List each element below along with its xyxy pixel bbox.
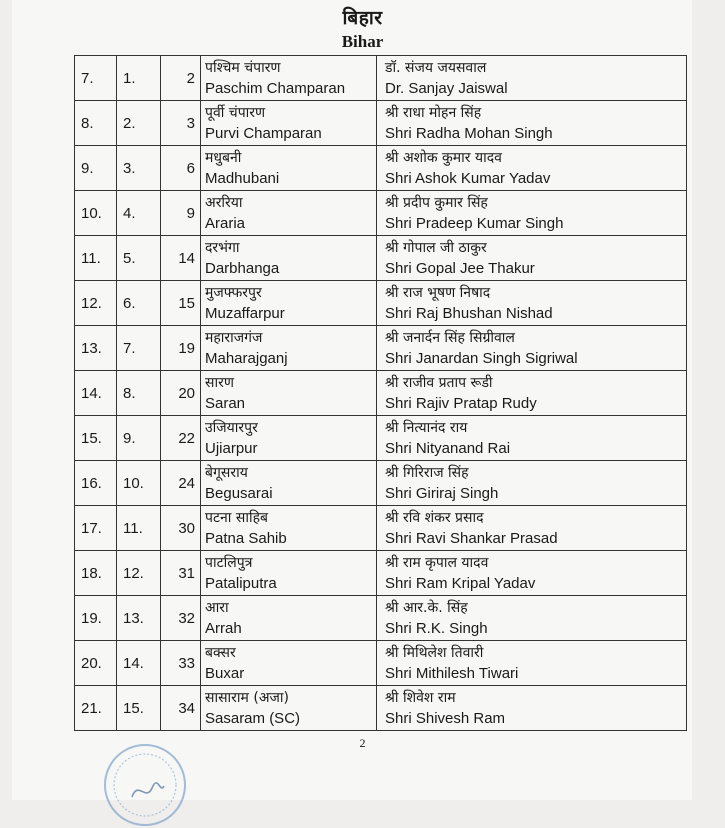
serial-number: 20.	[75, 641, 117, 686]
state-serial-number: 15.	[117, 686, 161, 731]
candidate-cell	[377, 551, 687, 596]
constituency-name-english: Darbhanga	[205, 259, 280, 277]
candidate-cell	[377, 596, 687, 641]
constituency-cell	[201, 101, 377, 146]
candidate-name-english: Shri Ravi Shankar Prasad	[385, 529, 558, 547]
constituency-number: 32	[161, 596, 201, 641]
constituency-cell	[201, 461, 377, 506]
candidate-name-english: Shri Pradeep Kumar Singh	[385, 214, 564, 232]
table-row	[75, 191, 687, 236]
candidate-table	[74, 55, 687, 731]
constituency-number: 15	[161, 281, 201, 326]
candidate-name-hindi: श्री जनार्दन सिंह सिग्रीवाल	[385, 329, 515, 346]
candidate-name-hindi: श्री प्रदीप कुमार सिंह	[385, 194, 488, 211]
serial-number: 16.	[75, 461, 117, 506]
candidate-name-english: Shri Raj Bhushan Nishad	[385, 304, 553, 322]
state-serial-number: 7.	[117, 326, 161, 371]
constituency-number: 24	[161, 461, 201, 506]
serial-number: 11.	[75, 236, 117, 281]
constituency-name-hindi: पटना साहिब	[205, 509, 268, 526]
state-serial-number: 11.	[117, 506, 161, 551]
candidate-name-hindi: श्री राजीव प्रताप रूडी	[385, 374, 493, 391]
constituency-name-hindi: पश्चिम चंपारण	[205, 59, 281, 76]
constituency-name-english: Paschim Champaran	[205, 79, 346, 97]
constituency-cell	[201, 191, 377, 236]
serial-number: 9.	[75, 146, 117, 191]
constituency-number: 3	[161, 101, 201, 146]
constituency-name-hindi: बक्सर	[205, 644, 236, 661]
serial-number: 13.	[75, 326, 117, 371]
serial-number: 17.	[75, 506, 117, 551]
constituency-number: 6	[161, 146, 201, 191]
constituency-cell	[201, 281, 377, 326]
constituency-name-english: Purvi Champaran	[205, 124, 322, 142]
constituency-name-hindi: अररिया	[205, 194, 243, 211]
constituency-name-english: Madhubani	[205, 169, 280, 187]
serial-number: 18.	[75, 551, 117, 596]
table-row	[75, 146, 687, 191]
candidate-name-hindi: श्री राधा मोहन सिंह	[385, 104, 482, 121]
constituency-name-english: Ujiarpur	[205, 439, 258, 457]
candidate-name-hindi: श्री नित्यानंद राय	[385, 419, 468, 436]
serial-number: 21.	[75, 686, 117, 731]
candidate-cell	[377, 236, 687, 281]
constituency-cell	[201, 236, 377, 281]
serial-number: 15.	[75, 416, 117, 461]
constituency-cell	[201, 686, 377, 731]
constituency-name-hindi: पूर्वी चंपारण	[205, 104, 266, 121]
candidate-name-english: Shri Mithilesh Tiwari	[385, 664, 519, 682]
candidate-cell	[377, 281, 687, 326]
constituency-name-english: Saran	[205, 394, 246, 412]
constituency-name-hindi: मुजफ्फरपुर	[205, 284, 262, 301]
serial-number: 7.	[75, 56, 117, 101]
constituency-name-hindi: दरभंगा	[205, 239, 240, 256]
constituency-number: 22	[161, 416, 201, 461]
candidate-name-hindi: श्री रवि शंकर प्रसाद	[385, 509, 484, 526]
candidate-cell	[377, 371, 687, 416]
candidate-name-english: Shri Ram Kripal Yadav	[385, 574, 536, 592]
table-row	[75, 596, 687, 641]
constituency-number: 19	[161, 326, 201, 371]
constituency-cell	[201, 551, 377, 596]
seal-stamp-icon	[102, 742, 188, 828]
candidate-name-hindi: श्री अशोक कुमार यादव	[385, 149, 502, 166]
constituency-number: 14	[161, 236, 201, 281]
table-row	[75, 641, 687, 686]
candidate-name-english: Shri Nityanand Rai	[385, 439, 511, 457]
constituency-cell	[201, 371, 377, 416]
table-row	[75, 101, 687, 146]
table-row	[75, 281, 687, 326]
constituency-name-english: Arrah	[205, 619, 242, 637]
constituency-name-hindi: सासाराम (अजा)	[205, 689, 289, 706]
state-serial-number: 4.	[117, 191, 161, 236]
page-number: 2	[359, 736, 366, 750]
table-row	[75, 506, 687, 551]
constituency-name-english: Sasaram (SC)	[205, 709, 301, 727]
state-serial-number: 13.	[117, 596, 161, 641]
constituency-name-english: Muzaffarpur	[205, 304, 285, 322]
constituency-number: 34	[161, 686, 201, 731]
page-title-english: Bihar	[341, 32, 384, 51]
constituency-name-hindi: आरा	[205, 599, 229, 616]
candidate-name-english: Shri Gopal Jee Thakur	[385, 259, 535, 277]
candidate-cell	[377, 686, 687, 731]
constituency-cell	[201, 596, 377, 641]
constituency-name-hindi: महाराजगंज	[205, 329, 263, 346]
constituency-name-english: Araria	[205, 214, 246, 232]
state-serial-number: 14.	[117, 641, 161, 686]
constituency-cell	[201, 506, 377, 551]
candidate-name-hindi: श्री मिथिलेश तिवारी	[385, 644, 484, 661]
constituency-cell	[201, 326, 377, 371]
constituency-number: 2	[161, 56, 201, 101]
state-serial-number: 12.	[117, 551, 161, 596]
constituency-name-english: Pataliputra	[205, 574, 277, 592]
serial-number: 10.	[75, 191, 117, 236]
constituency-name-hindi: उजियारपुर	[205, 419, 258, 436]
candidate-cell	[377, 146, 687, 191]
constituency-number: 31	[161, 551, 201, 596]
state-serial-number: 3.	[117, 146, 161, 191]
constituency-name-english: Begusarai	[205, 484, 273, 502]
state-serial-number: 6.	[117, 281, 161, 326]
candidate-cell	[377, 101, 687, 146]
table-row	[75, 416, 687, 461]
candidate-name-hindi: श्री आर.के. सिंह	[385, 599, 468, 616]
constituency-name-hindi: सारण	[205, 374, 234, 391]
state-serial-number: 10.	[117, 461, 161, 506]
constituency-cell	[201, 146, 377, 191]
table-row	[75, 236, 687, 281]
constituency-name-hindi: पाटलिपुत्र	[205, 554, 253, 571]
constituency-cell	[201, 641, 377, 686]
constituency-name-hindi: मधुबनी	[205, 149, 242, 166]
constituency-name-english: Maharajganj	[205, 349, 288, 367]
candidate-name-english: Shri Ashok Kumar Yadav	[385, 169, 551, 187]
candidate-cell	[377, 56, 687, 101]
state-serial-number: 2.	[117, 101, 161, 146]
candidate-name-english: Shri Giriraj Singh	[385, 484, 499, 502]
candidate-name-english: Shri R.K. Singh	[385, 619, 488, 637]
candidate-name-english: Shri Radha Mohan Singh	[385, 124, 553, 142]
serial-number: 14.	[75, 371, 117, 416]
serial-number: 19.	[75, 596, 117, 641]
candidate-name-hindi: श्री राम कृपाल यादव	[385, 554, 489, 571]
candidate-name-english: Shri Rajiv Pratap Rudy	[385, 394, 537, 412]
constituency-name-hindi: बेगूसराय	[205, 464, 248, 481]
candidate-name-english: Shri Janardan Singh Sigriwal	[385, 349, 578, 367]
candidate-cell	[377, 506, 687, 551]
candidate-cell	[377, 641, 687, 686]
table-row	[75, 686, 687, 731]
constituency-cell	[201, 416, 377, 461]
candidate-name-hindi: डॉ. संजय जयसवाल	[385, 59, 487, 76]
candidate-cell	[377, 326, 687, 371]
candidate-cell	[377, 191, 687, 236]
serial-number: 12.	[75, 281, 117, 326]
table-row	[75, 56, 687, 101]
table-row	[75, 326, 687, 371]
constituency-number: 30	[161, 506, 201, 551]
state-serial-number: 9.	[117, 416, 161, 461]
candidate-name-english: Dr. Sanjay Jaiswal	[385, 79, 508, 97]
table-row	[75, 551, 687, 596]
constituency-cell	[201, 56, 377, 101]
candidate-name-hindi: श्री शिवेश राम	[385, 689, 456, 706]
constituency-number: 9	[161, 191, 201, 236]
serial-number: 8.	[75, 101, 117, 146]
candidate-cell	[377, 416, 687, 461]
candidate-name-hindi: श्री गिरिराज सिंह	[385, 464, 469, 481]
constituency-name-english: Patna Sahib	[205, 529, 287, 547]
page-title-hindi: बिहार	[342, 7, 383, 29]
candidate-name-english: Shri Shivesh Ram	[385, 709, 506, 727]
candidate-name-hindi: श्री गोपाल जी ठाकुर	[385, 239, 487, 256]
state-serial-number: 5.	[117, 236, 161, 281]
candidate-cell	[377, 461, 687, 506]
constituency-number: 33	[161, 641, 201, 686]
state-serial-number: 1.	[117, 56, 161, 101]
candidate-name-hindi: श्री राज भूषण निषाद	[385, 284, 491, 301]
state-serial-number: 8.	[117, 371, 161, 416]
table-row	[75, 461, 687, 506]
constituency-name-english: Buxar	[205, 664, 245, 682]
table-row	[75, 371, 687, 416]
constituency-number: 20	[161, 371, 201, 416]
